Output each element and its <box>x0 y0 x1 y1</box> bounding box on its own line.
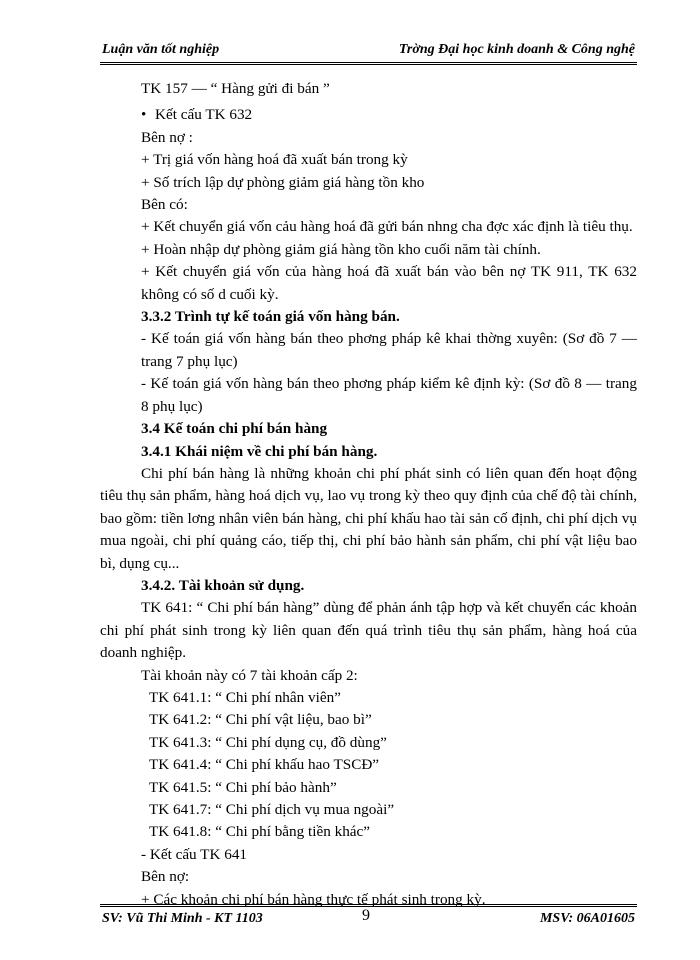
account-item: TK 641.2: “ Chi phí vật liệu, bao bì” <box>149 711 372 729</box>
footer-student-id: MSV: 06A01605 <box>539 911 635 926</box>
line-ket-chuyen-911: + Kết chuyển giá vốn của hàng hoá đã xuất bán vào bên nợ TK 911, TK 632 không có số d cuối kỳ. <box>141 263 637 303</box>
line-ben-no: Bên nợ : <box>141 128 193 146</box>
account-item: TK 641.7: “ Chi phí dịch vụ mua ngoài” <box>149 801 395 818</box>
heading-3-4-1: 3.4.1 Khái niệm về chi phí bán hàng. <box>141 442 378 460</box>
line-ket-cau-641: - Kết cấu TK 641 <box>141 845 248 863</box>
paragraph-chi-phi-ban-hang: Chi phí bán hàng là những khoản chi phí phát sinh có liên quan đến hoạt động tiêu thụ sản phẩm, hàng hoá dịch vụ, lao vụ trong kỳ theo quy định của chế độ tài chính, bao gồm: tiền lơng nhân viên bán hàng, chi phí khấu hao tài sản cố định, chi phí dịch vụ mua ngoài, chi phí quảng cáo, tiếp thị, chi phí bảo hành sản phẩm, chi phí vật liệu bao bì, dụng cụ... <box>100 464 637 572</box>
bullet-text: Kết cấu TK 632 <box>155 106 253 124</box>
line-hoan-nhap: + Hoàn nhập dự phòng giảm giá hàng tồn kho cuối năm tài chính. <box>141 240 541 258</box>
heading-3-4: 3.4 Kế toán chi phí bán hàng <box>141 420 328 438</box>
heading-3-4-2: 3.4.2. Tài khoản sử dụng. <box>141 576 305 594</box>
footer-student: SV: Vũ Thi Minh - KT 1103 <box>102 911 263 926</box>
line-kiem-ke-dinh-ky: - Kế toán giá vốn hàng bán theo phơng pháp kiểm kê định kỳ: (Sơ đồ 8 — trang 8 phụ lục) <box>141 375 637 415</box>
bullet-item-ket-cau-632 <box>141 104 637 126</box>
bullet-icon: • <box>141 106 147 124</box>
line-so-trich-lap: + Số trích lập dự phòng giảm giá hàng tồn kho <box>141 173 425 191</box>
line-tri-gia-von: + Trị giá vốn hàng hoá đã xuất bán trong kỳ <box>141 151 408 169</box>
page-header <box>100 40 637 65</box>
line-ket-chuyen-gui-ban: + Kết chuyển giá vốn cảu hàng hoá đã gửi bán nhng cha đợc xác định là tiêu thụ. <box>141 218 633 236</box>
page-body <box>100 78 637 911</box>
page-number: 9 <box>362 907 370 924</box>
line-ke-khai-thuong-xuyen: - Kế toán giá vốn hàng bán theo phơng pháp kê khai thờng xuyên: (Sơ đồ 7 — trang 7 phụ lục) <box>141 330 637 370</box>
header-university: Trờng Đại học kinh doanh & Công nghệ <box>398 42 635 57</box>
paragraph-tk641: TK 641: “ Chi phí bán hàng” dùng để phản ánh tập hợp và kết chuyển các khoản chi phí phát sinh trong kỳ liên quan đến quá trình tiêu thụ sản phẩm, hàng hoá của doanh nghiệp. <box>100 599 637 662</box>
line-ben-no-641: Bên nợ: <box>141 868 190 886</box>
account-item: TK 641.1: “ Chi phí nhân viên” <box>149 688 341 706</box>
line-7-tai-khoan: Tài khoản này có 7 tài khoản cấp 2: <box>141 666 358 684</box>
line-tk157: TK 157 — “ Hàng gửi đi bán ” <box>141 80 330 97</box>
heading-3-3-2: 3.3.2 Trình tự kế toán giá vốn hàng bán. <box>141 308 400 326</box>
account-item: TK 641.4: “ Chi phí khấu hao TSCĐ” <box>149 756 380 774</box>
page-footer <box>100 904 637 929</box>
header-thesis-title: Luận văn tốt nghiệp <box>102 42 220 57</box>
line-ben-co: Bên có: <box>141 196 188 214</box>
account-item: TK 641.5: “ Chi phí bảo hành” <box>149 778 337 796</box>
line-cac-khoan-chi-phi: + Các khoản chi phí bán hàng thực tế phát sinh trong kỳ. <box>141 890 486 908</box>
account-item: TK 641.8: “ Chi phí bằng tiền khác” <box>149 823 371 841</box>
account-item: TK 641.3: “ Chi phí dụng cụ, đồ dùng” <box>149 733 387 751</box>
